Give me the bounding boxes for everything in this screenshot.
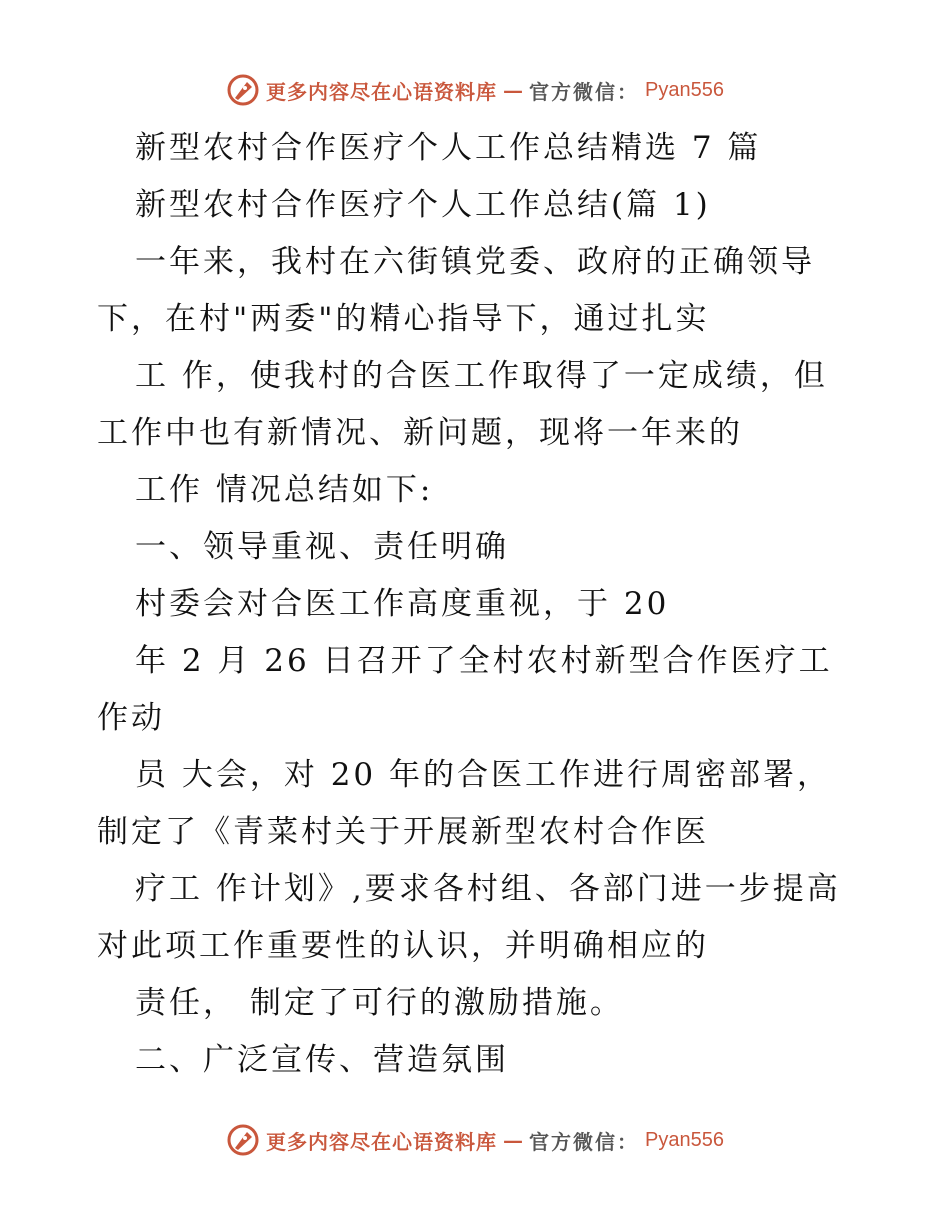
header-watermark-banner — [0, 70, 950, 110]
watermark-separator: — — [503, 1128, 524, 1152]
watermark-wechat-id: Pyan556 — [645, 78, 724, 101]
paragraph-line: 疗工 作计划》,要求各村组、各部门进一步提高 — [135, 871, 841, 907]
paragraph-line: 年 2 月 26 日召开了全村农村新型合作医疗工 — [135, 643, 833, 679]
watermark-separator: — — [503, 78, 524, 102]
heading-line: 二、广泛宣传、营造氛围 — [135, 1042, 509, 1078]
paragraph-line: 村委会对合医工作高度重视，于 20 — [135, 586, 670, 622]
document-body — [97, 120, 857, 1089]
heading-line: 一、领导重视、责任明确 — [135, 529, 509, 565]
paragraph-line: 作动 — [97, 700, 165, 736]
paragraph-line: 制定了《青菜村关于开展新型农村合作医 — [97, 814, 709, 850]
paragraph-line: 工作中也有新情况、新问题，现将一年来的 — [97, 415, 743, 451]
paragraph-line: 下，在村"两委"的精心指导下，通过扎实 — [97, 301, 710, 337]
pen-nib-circle-icon — [226, 73, 260, 107]
paragraph-line: 工 作，使我村的合医工作取得了一定成绩，但 — [135, 358, 828, 394]
watermark-wechat-label: 官方微信： — [529, 1129, 640, 1154]
watermark-wechat-label: 官方微信： — [529, 79, 640, 104]
watermark-wechat-id: Pyan556 — [645, 1128, 724, 1151]
paragraph-line: 员 大会，对 20 年的合医工作进行周密部署， — [135, 757, 832, 793]
section-title: 新型农村合作医疗个人工作总结(篇 1) — [135, 187, 711, 223]
watermark-main-text: 更多内容尽在心语资料库 — [266, 79, 498, 104]
document-title: 新型农村合作医疗个人工作总结精选 7 篇 — [135, 130, 762, 166]
footer-watermark-banner — [0, 1120, 950, 1160]
pen-nib-circle-icon — [226, 1123, 260, 1157]
watermark-main-text: 更多内容尽在心语资料库 — [266, 1129, 498, 1154]
paragraph-line: 责任， 制定了可行的激励措施。 — [135, 985, 624, 1021]
paragraph-line: 对此项工作重要性的认识，并明确相应的 — [97, 928, 709, 964]
paragraph-line: 一年来，我村在六街镇党委、政府的正确领导 — [135, 244, 815, 280]
paragraph-line: 工作 情况总结如下: — [135, 472, 434, 508]
